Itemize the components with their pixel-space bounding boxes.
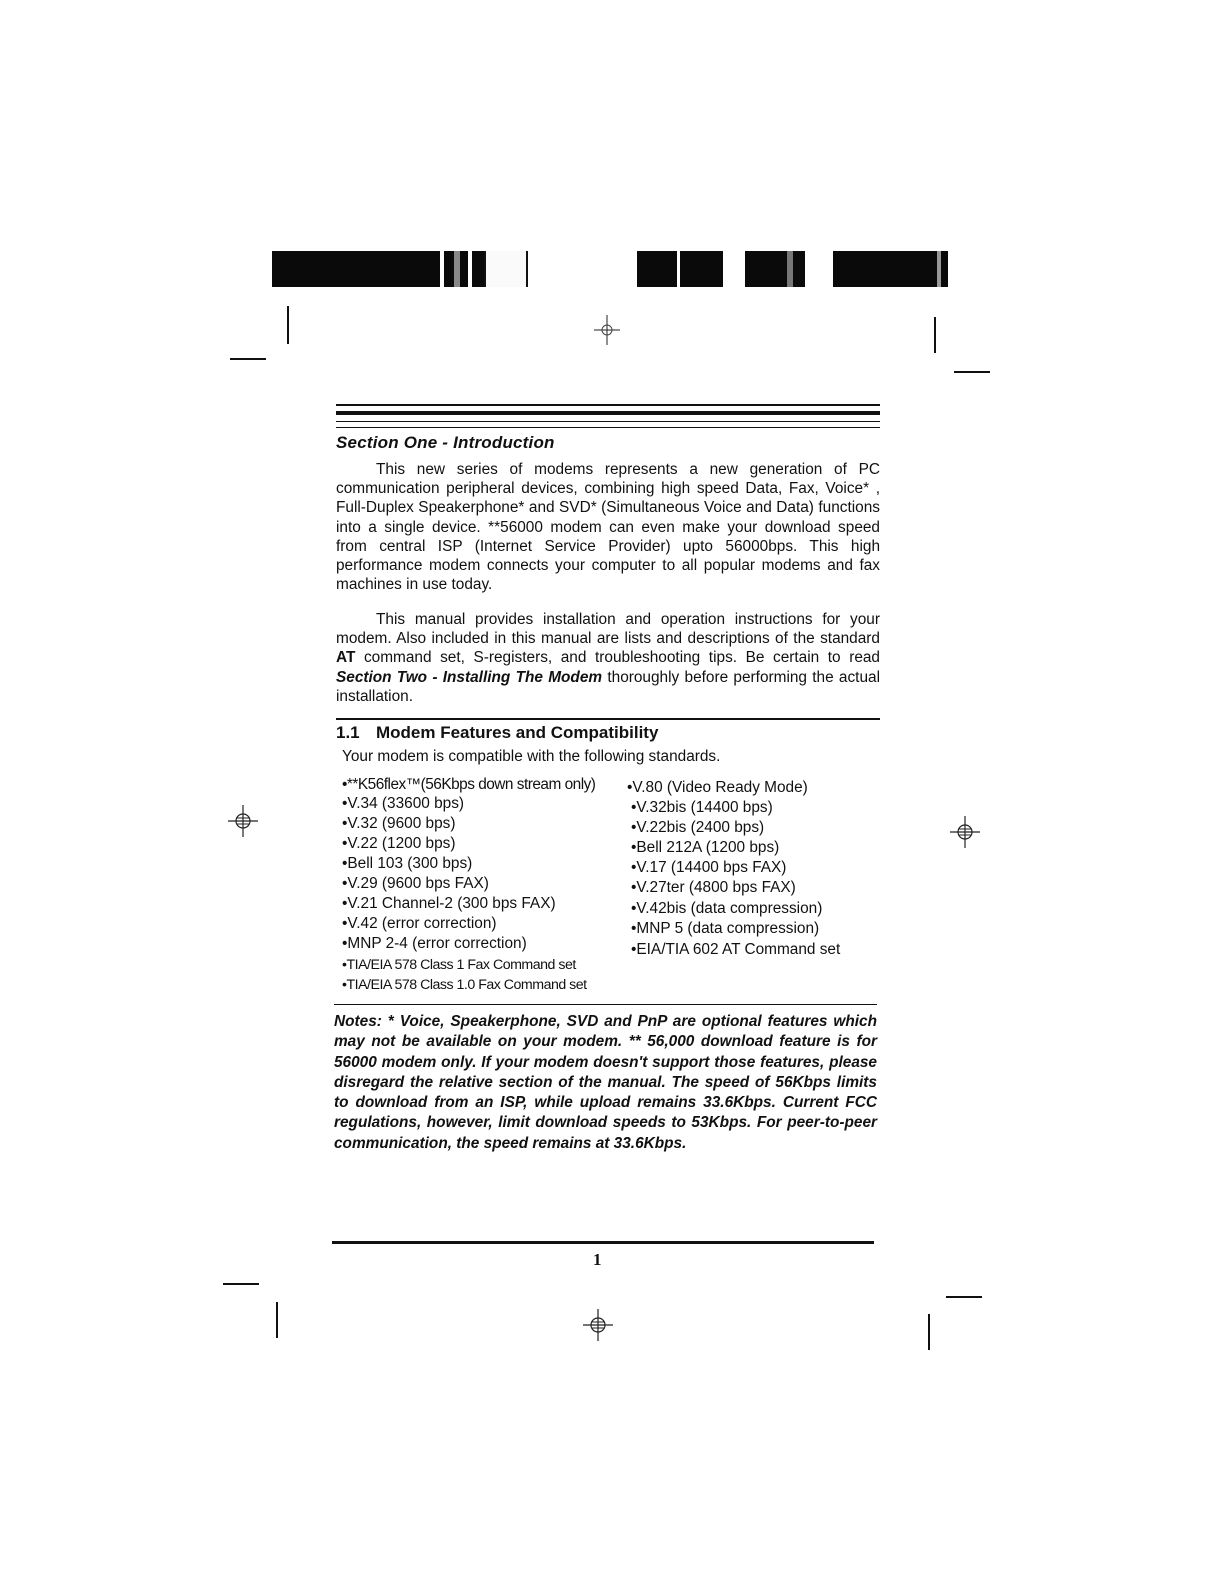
crop-mark <box>287 306 289 344</box>
section-two-reference[interactable]: Section Two - Installing The Modem <box>336 668 603 686</box>
header-rule-thick <box>336 411 880 415</box>
footer-rule <box>332 1241 874 1244</box>
feature-item: •V.27ter (4800 bps FAX) <box>631 879 796 896</box>
feature-item: •MNP 2-4 (error correction) <box>342 935 527 952</box>
crop-mark <box>223 1283 259 1285</box>
manual-paragraph <box>336 610 880 706</box>
notes-rule <box>334 1004 877 1005</box>
feature-item: •V.22 (1200 bps) <box>342 835 456 852</box>
subsection-number: 1.1 <box>336 723 360 742</box>
notes-paragraph: Notes: * Voice, Speakerphone, SVD and PnP are optional features which may not be available on your modem. ** 56,000 download feature is for 56000 modem only. If your modem doesn't support those features, please disregard the relative section of the manual. The speed of 56Kbps limits to download from an ISP, while upload remains 33.6Kbps. Current FCC regulations, however, limit download speeds to 53Kbps. For peer-to-peer communication, the speed remains at 33.6Kbps. <box>334 1013 877 1152</box>
intro-paragraph <box>336 460 880 594</box>
subsection-title-text: Modem Features and Compatibility <box>376 723 659 742</box>
feature-item: •V.17 (14400 bps FAX) <box>631 859 787 876</box>
feature-item: •**K56flex™(56Kbps down stream only) <box>342 776 596 793</box>
feature-item: •EIA/TIA 602 AT Command set <box>631 941 841 958</box>
registration-target-icon <box>581 1308 615 1342</box>
feature-item: •V.42bis (data compression) <box>631 900 823 917</box>
subsection-title <box>336 723 658 743</box>
color-bar-right <box>637 251 948 287</box>
feature-item: •TIA/EIA 578 Class 1 Fax Command set <box>342 957 576 973</box>
crop-mark <box>934 317 936 353</box>
registration-target-icon <box>948 815 982 849</box>
standards-lead: Your modem is compatible with the following standards. <box>342 748 721 765</box>
color-bar-left <box>272 251 590 287</box>
feature-item: •V.42 (error correction) <box>342 915 497 932</box>
crop-mark <box>954 371 990 373</box>
crop-mark <box>928 1314 930 1350</box>
subsection-rule <box>336 718 880 720</box>
feature-item: •MNP 5 (data compression) <box>631 920 820 937</box>
crop-mark <box>946 1296 982 1298</box>
manual-text: command set, S-registers, and troubleshooting tips. Be certain to read <box>355 649 880 667</box>
registration-target-icon <box>590 313 624 347</box>
feature-item: •Bell 212A (1200 bps) <box>631 839 780 856</box>
feature-item: •V.21 Channel-2 (300 bps FAX) <box>342 895 556 912</box>
feature-item: •V.22bis (2400 bps) <box>631 819 765 836</box>
at-keyword: AT <box>336 649 356 667</box>
manual-text: This manual provides installation and operation instructions for your modem. Also included in this manual are lists and descriptions of the standard <box>336 611 880 648</box>
feature-item: •V.80 (Video Ready Mode) <box>627 779 808 796</box>
registration-target-icon <box>226 804 260 838</box>
header-rule <box>336 421 880 422</box>
intro-text: This new series of modems represents a new generation of PC communication peripheral devices, combining high speed Data, Fax, Voice* , Full-Duplex Speakerphone* and SVD* (Simultaneous Voice and Data) functions into a single device. **56000 modem can even make your download speed from central ISP (Internet Service Provider) upto 56000bps. This high performance modem connects your computer to all popular modems and fax machines in use today. <box>336 461 880 594</box>
feature-item: •V.34 (33600 bps) <box>342 795 465 812</box>
crop-mark <box>230 358 266 360</box>
section-title: Section One - Introduction <box>336 433 555 452</box>
feature-item: •V.29 (9600 bps FAX) <box>342 875 489 892</box>
header-rule <box>336 427 880 428</box>
feature-item: •V.32 (9600 bps) <box>342 815 456 832</box>
page-number: 1 <box>593 1250 602 1269</box>
header-rule <box>336 404 880 406</box>
manual-text: thoroughly before performing the actual installation. <box>336 668 880 705</box>
feature-item: •TIA/EIA 578 Class 1.0 Fax Command set <box>342 977 587 993</box>
feature-item: •Bell 103 (300 bps) <box>342 855 473 872</box>
feature-item: •V.32bis (14400 bps) <box>631 799 773 816</box>
crop-mark <box>276 1302 278 1338</box>
